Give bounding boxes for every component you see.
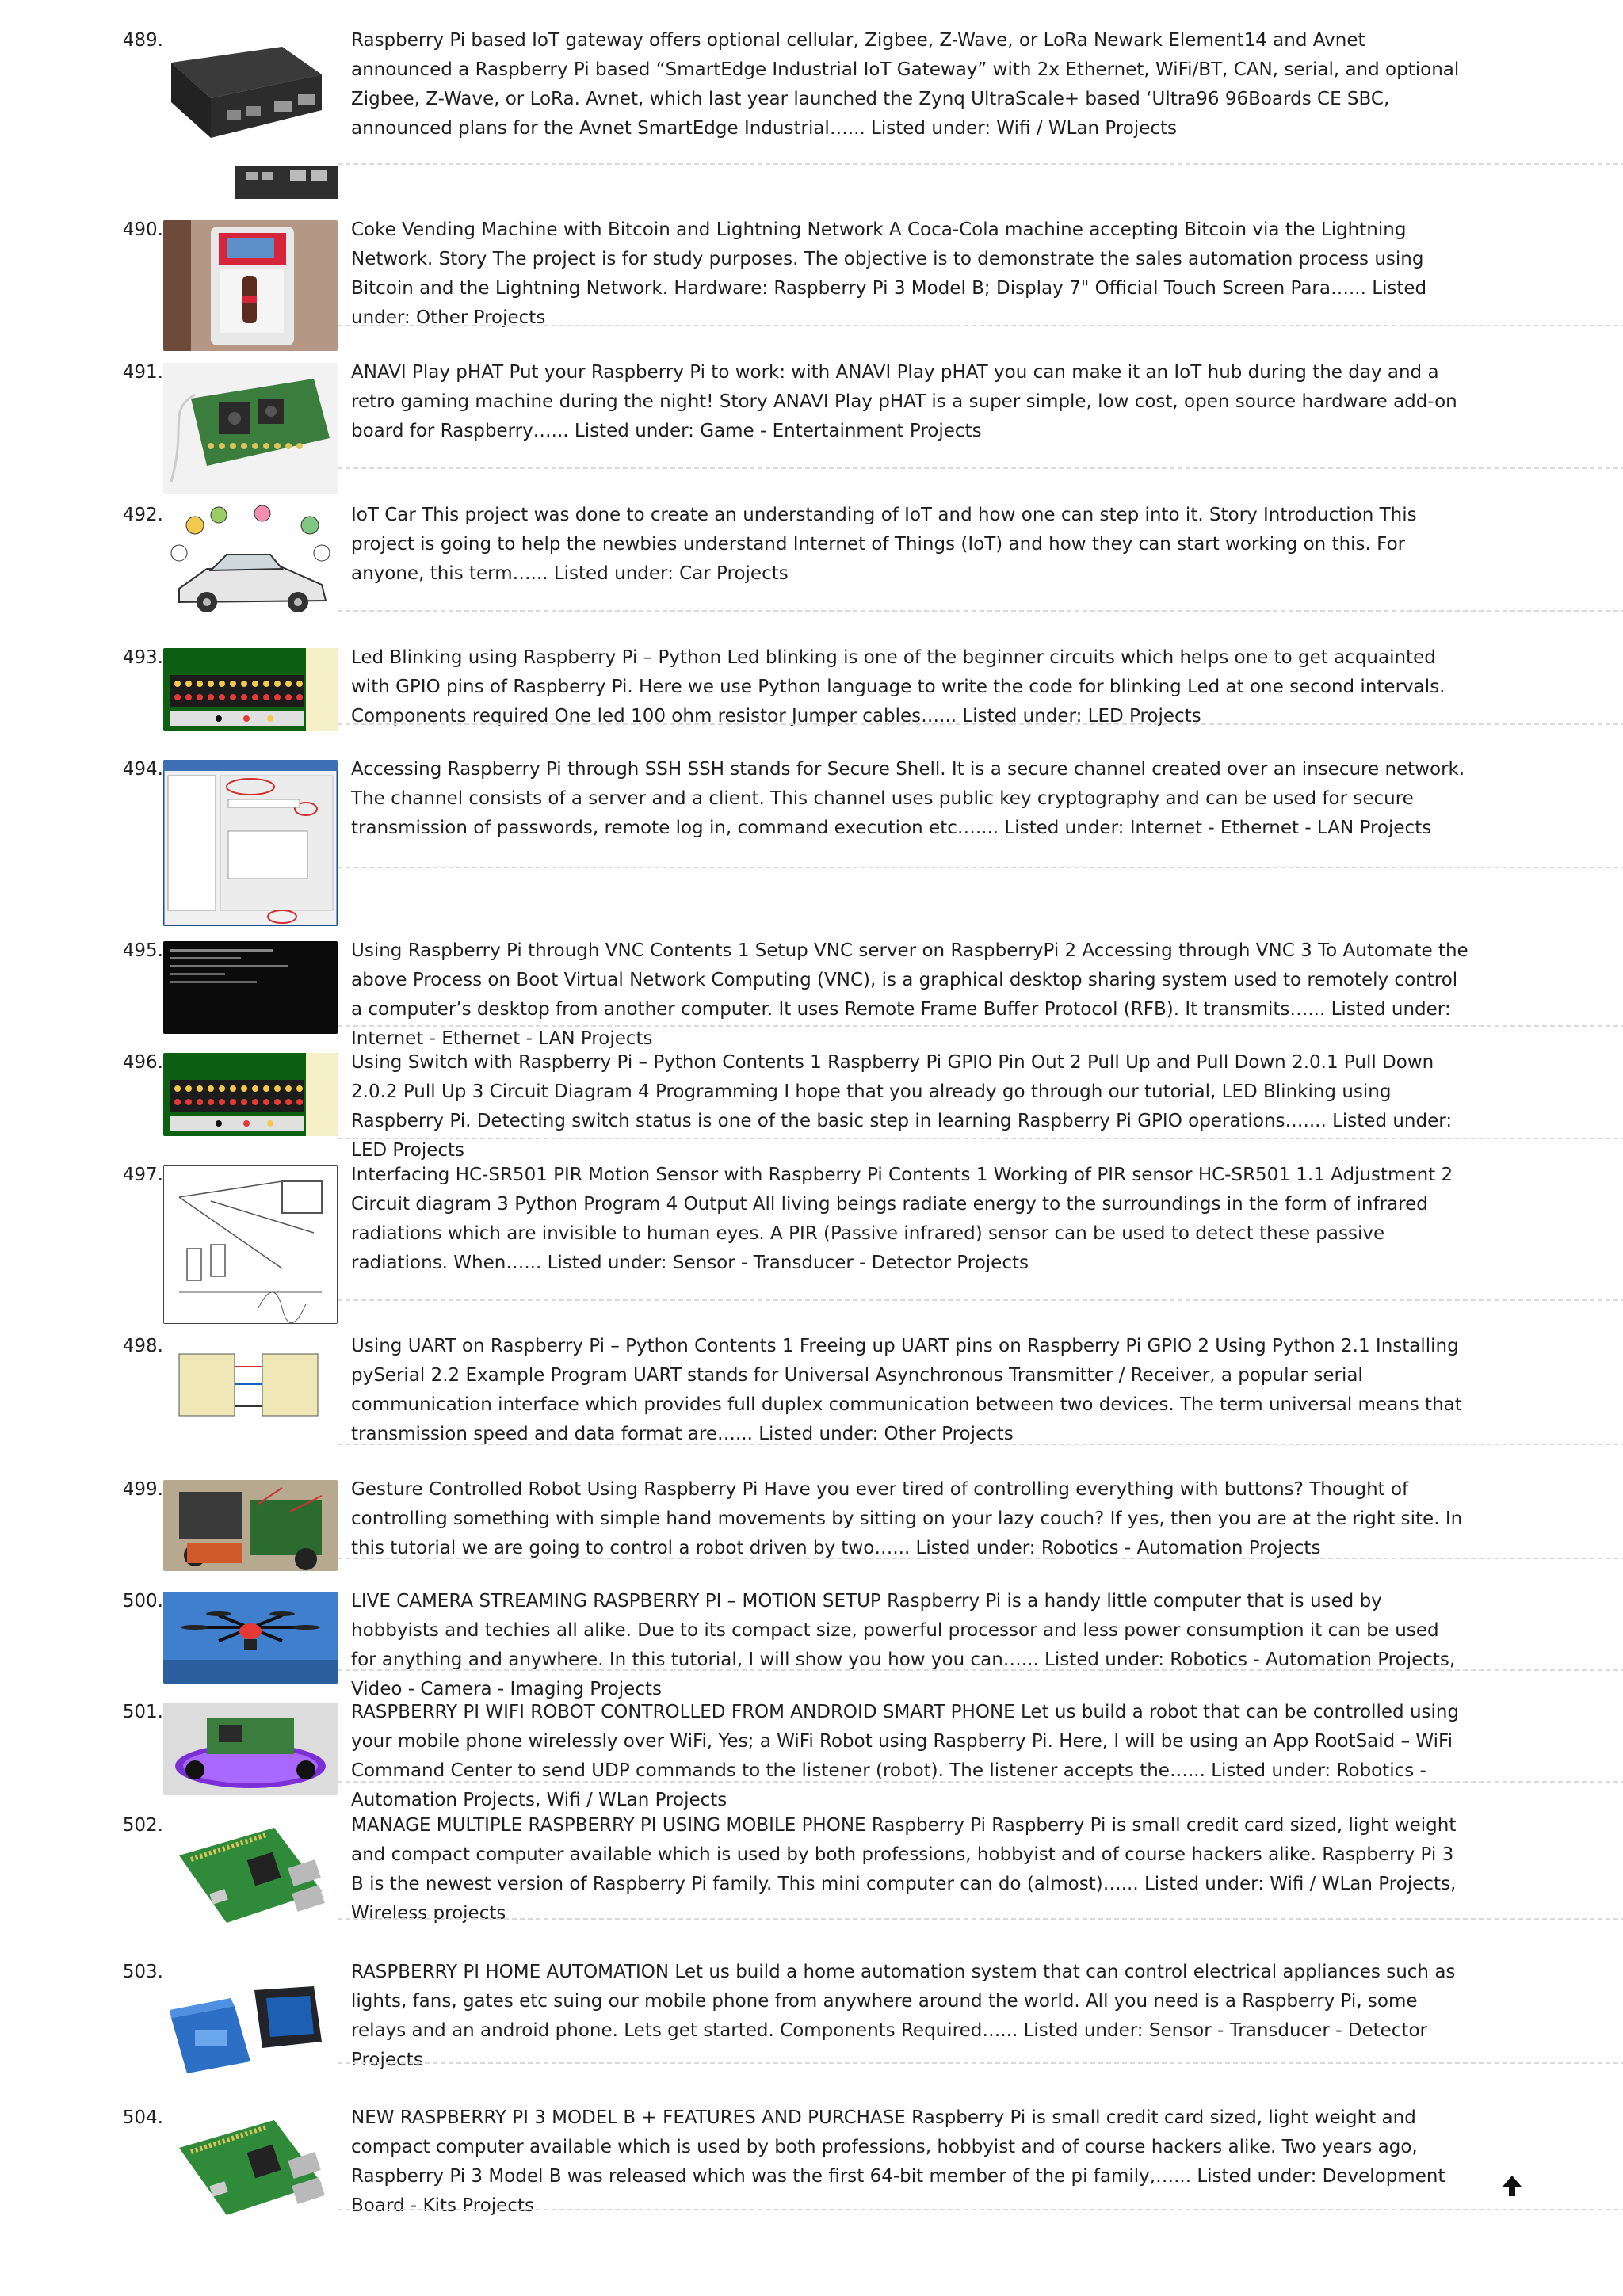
project-description[interactable]: [351, 1811, 1468, 1928]
divider: [338, 1918, 1623, 1920]
project-link[interactable]: Interfacing HC-SR501 PIR Motion Sensor with Raspberry Pi Contents 1 Working of PIR sensor HC-SR501 1.1 Adjustment 2 Circuit diagram 3 Python Program 4 Output All living beings radiate energy to the surroundings in the form of infrared radiations which are invisible to human eyes. A PIR (Passive infrared) sensor can be used to detect these passive radiations. When…... Listed under: Sensor - Transducer - Detector Projects: [351, 1165, 1453, 1273]
divider: [338, 1444, 1623, 1445]
item-number: 498.: [122, 1336, 163, 1356]
arrow-up-icon[interactable]: [1501, 2174, 1523, 2198]
project-thumbnail[interactable]: [163, 31, 338, 207]
project-link[interactable]: Using Raspberry Pi through VNC Contents 1 Setup VNC server on RaspberryPi 2 Accessing through VNC 3 To Automate the above Process on Boot Virtual Network Computing (VNC), is a graphical desktop sharing system used to remotely control a computer’s desktop from another computer. It uses Remote Frame Buffer Protocol (RFB). It transmits…... Listed under: Internet - Ethernet - LAN Projects: [351, 940, 1468, 1049]
project-thumbnail[interactable]: [163, 2108, 338, 2225]
divider: [338, 163, 1623, 165]
project-thumbnail[interactable]: [163, 505, 338, 616]
divider: [338, 1025, 1623, 1027]
project-link[interactable]: RASPBERRY PI HOME AUTOMATION Let us build a home automation system that can control electrical appliances such as lights, fans, gates etc suing our mobile phone from anywhere around the world. All you need is a Raspberry Pi, some relays and an android phone. Lets get started. Components Required…... Listed under: Sensor - Transducer - Detector Projects: [351, 1962, 1456, 2070]
item-number: 496.: [122, 1052, 163, 1073]
project-description[interactable]: [351, 755, 1468, 843]
divider: [338, 610, 1623, 612]
project-link[interactable]: NEW RASPBERRY PI 3 MODEL B + FEATURES AND PURCHASE Raspberry Pi is small credit card sized, light weight and compact computer available which is used by both professions, hobbyist and of course hackers alike. Two years ago, Raspberry Pi 3 Model B was released which was the first 64-bit member of the pi family,…... Listed under: Development Board - Kits Projects: [351, 2107, 1445, 2216]
item-number: 504.: [122, 2107, 163, 2128]
project-thumbnail[interactable]: [163, 1053, 338, 1136]
item-number: 492.: [122, 505, 163, 525]
item-number: 502.: [122, 1815, 163, 1836]
project-thumbnail[interactable]: [163, 760, 338, 926]
divider: [338, 1299, 1623, 1301]
project-thumbnail[interactable]: [163, 1592, 338, 1684]
project-description[interactable]: [351, 643, 1468, 731]
project-description[interactable]: [351, 1332, 1468, 1449]
project-thumbnail[interactable]: [163, 363, 338, 494]
project-link[interactable]: RASPBERRY PI WIFI ROBOT CONTROLLED FROM ANDROID SMART PHONE Let us build a robot that can be controlled using your mobile phone wirelessly over WiFi, Yes; a WiFi Robot using Raspberry Pi. Here, I will be using an App RootSaid – WiFi Command Center to send UDP commands to the listener (robot). The listener accepts the…... Listed under: Robotics - Automation Projects, Wifi / WLan Projects: [351, 1702, 1460, 1810]
project-description[interactable]: [351, 1587, 1468, 1704]
project-description[interactable]: [351, 215, 1468, 333]
divider: [338, 1669, 1623, 1671]
project-thumbnail[interactable]: [163, 1337, 338, 1421]
divider: [338, 325, 1623, 326]
project-link[interactable]: MANAGE MULTIPLE RASPBERRY PI USING MOBILE PHONE Raspberry Pi Raspberry Pi is small credit card sized, light weight and compact computer available which is used by both professions, hobbyist and of course hackers alike. Raspberry Pi 3 B is the newest version of Raspberry Pi family. This mini computer can do (almost)…... Listed under: Wifi / WLan Projects, Wireless projects: [351, 1815, 1457, 1924]
item-number: 503.: [122, 1962, 163, 1982]
project-link[interactable]: Coke Vending Machine with Bitcoin and Lightning Network A Coca-Cola machine accepting Bitcoin via the Lightning Network. Story The project is for study purposes. The objective is to demonstrate the sales automation process using Bitcoin and the Lightning Network. Hardware: Raspberry Pi 3 Model B; Display 7" Official Touch Screen Para…... Listed under: Other Projects: [351, 219, 1427, 328]
item-number: 497.: [122, 1165, 163, 1185]
divider: [338, 467, 1623, 469]
divider: [338, 867, 1623, 868]
project-description[interactable]: [351, 2103, 1468, 2221]
item-number: 490.: [122, 219, 163, 240]
project-description[interactable]: [351, 1958, 1468, 2075]
project-thumbnail[interactable]: [163, 648, 338, 731]
project-link[interactable]: Using UART on Raspberry Pi – Python Contents 1 Freeing up UART pins on Raspberry Pi GPIO 2 Using Python 2.1 Installing pySerial 2.2 Example Program UART stands for Universal Asynchronous Transmitter / Receiver, a popular serial communication interface which provides full duplex communication between two devices. The term universal means that transmission speed and data format are…... Listed under: Other Projects: [351, 1336, 1462, 1444]
divider: [338, 2209, 1623, 2210]
project-link[interactable]: Raspberry Pi based IoT gateway offers optional cellular, Zigbee, Z-Wave, or LoRa Newark Element14 and Avnet announced a Raspberry Pi based “SmartEdge Industrial IoT Gateway” with 2x Ethernet, WiFi/BT, CAN, serial, and optional Zigbee, Z-Wave, or LoRa. Avnet, which last year launched the Zynq UltraScale+ based ‘Ultra96 96Boards CE SBC, announced plans for the Avnet SmartEdge Industrial…... Listed under: Wifi / WLan Projects: [351, 30, 1460, 139]
item-number: 489.: [122, 30, 163, 51]
item-number: 500.: [122, 1591, 163, 1611]
project-description[interactable]: [351, 1048, 1468, 1165]
divider: [338, 2062, 1623, 2064]
project-link[interactable]: Led Blinking using Raspberry Pi – Python Led blinking is one of the beginner circuits which helps one to get acquainted with GPIO pins of Raspberry Pi. Here we use Python language to write the code for blinking Led at one second intervals. Components required One led 100 ohm resistor Jumper cables…... Listed under: LED Projects: [351, 647, 1445, 727]
project-description[interactable]: [351, 1475, 1468, 1563]
project-description[interactable]: [351, 1698, 1468, 1815]
divider: [338, 1558, 1623, 1559]
item-number: 495.: [122, 940, 163, 961]
item-number: 493.: [122, 647, 163, 668]
item-number: 501.: [122, 1702, 163, 1722]
project-link[interactable]: ANAVI Play pHAT Put your Raspberry Pi to work: with ANAVI Play pHAT you can make it an IoT hub during the day and a retro gaming machine during the night! Story ANAVI Play pHAT is a super simple, low cost, open source hardware add-on board for Raspberry…... Listed under: Game - Entertainment Projects: [351, 362, 1457, 441]
project-link[interactable]: Gesture Controlled Robot Using Raspberry Pi Have you ever tired of controlling everything with buttons? Thought of controlling something with simple hand movements by sitting on your lazy couch? If yes, then you are at the right site. In this tutorial we are going to control a robot driven by two…... Listed under: Robotics - Automation Projects: [351, 1479, 1463, 1558]
project-thumbnail[interactable]: [163, 1962, 338, 2089]
project-description[interactable]: [351, 26, 1468, 143]
divider: [338, 1781, 1623, 1783]
project-link[interactable]: LIVE CAMERA STREAMING RASPBERRY PI – MOTION SETUP Raspberry Pi is a handy little computer that is used by hobbyists and techies all alike. Due to its compact size, powerful processor and less power consumption it can be used for anything and anywhere. In this tutorial, I will show you how you can…... Listed under: Robotics - Automation Projects, Video - Camera - Imaging Projects: [351, 1591, 1456, 1699]
project-description[interactable]: [351, 358, 1468, 446]
project-thumbnail[interactable]: [163, 220, 338, 351]
project-description[interactable]: [351, 936, 1468, 1054]
item-number: 494.: [122, 759, 163, 780]
item-number: 499.: [122, 1479, 163, 1500]
project-link[interactable]: Accessing Raspberry Pi through SSH SSH stands for Secure Shell. It is a secure channel created over an insecure network. The channel consists of a server and a client. This channel uses public key cryptography and can be used for secure transmission of passwords, remote log in, command execution etc….... Listed under: Internet - Ethernet - LAN Projects: [351, 759, 1465, 838]
divider: [338, 1138, 1623, 1139]
project-description[interactable]: [351, 501, 1468, 589]
project-thumbnail[interactable]: [163, 1480, 338, 1571]
divider: [338, 723, 1623, 725]
project-thumbnail[interactable]: [163, 941, 338, 1034]
project-link[interactable]: IoT Car This project was done to create an understanding of IoT and how one can step into it. Story Introduction This project is going to help the newbies understand Internet of Things (IoT) and how they can start working on this. For anyone, this term…... Listed under: Car Projects: [351, 505, 1417, 584]
project-thumbnail[interactable]: [163, 1703, 338, 1795]
item-number: 491.: [122, 362, 163, 383]
project-thumbnail[interactable]: [163, 1165, 338, 1324]
project-link[interactable]: Using Switch with Raspberry Pi – Python Contents 1 Raspberry Pi GPIO Pin Out 2 Pull Up and Pull Down 2.0.1 Pull Down 2.0.2 Pull Up 3 Circuit Diagram 4 Programming I hope that you already go through our tutorial, LED Blinking using Raspberry Pi. Detecting switch status is one of the basic step in learning Raspberry Pi GPIO operations….... Listed under: LED Projects: [351, 1052, 1453, 1161]
project-thumbnail[interactable]: [163, 1816, 338, 1944]
project-description[interactable]: [351, 1161, 1468, 1278]
